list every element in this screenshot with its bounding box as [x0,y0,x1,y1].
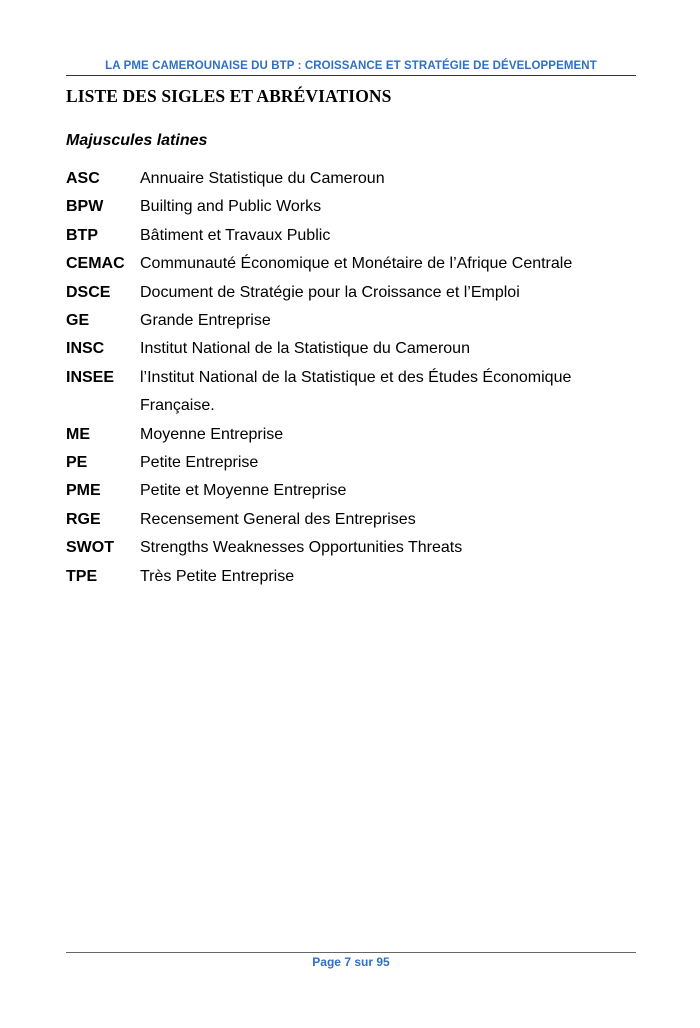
list-item [66,421,636,449]
definition: Builting and Public Works [140,198,322,216]
abbreviation: ASC [66,170,100,187]
definition: Annuaire Statistique du Cameroun [140,170,385,187]
definition: Strengths Weaknesses Opportunities Threats [140,539,463,557]
list-item [66,193,636,221]
list-item [66,506,636,534]
abbreviation: INSC [66,340,105,358]
list-item [66,364,636,421]
list-item [66,563,636,591]
abbreviation: GE [66,312,90,330]
abbreviation: ME [66,425,90,443]
definition: Institut National de la Statistique du Cameroun [140,340,470,358]
subsection-title: Majuscules latines [66,132,208,149]
definition: Moyenne Entreprise [140,425,284,443]
definition: Très Petite Entreprise [140,567,295,585]
page-number: Page 7 sur 95 [312,955,390,969]
header-rule [66,75,636,76]
abbreviation: BTP [66,226,98,244]
abbreviation: PME [66,482,101,500]
list-item [66,335,636,363]
definition: Petite et Moyenne Entreprise [140,482,347,500]
list-item [66,449,636,477]
definition: Document de Stratégie pour la Croissance et l’Emploi [140,283,520,301]
list-item [66,222,636,250]
abbreviation-list [66,165,636,591]
abbreviation: TPE [66,567,98,585]
definition: Communauté Économique et Monétaire de l’Afrique Centrale [140,255,573,273]
list-item [66,477,636,505]
definition: Petite Entreprise [140,454,259,472]
footer-rule [66,952,636,953]
list-item [66,279,636,307]
abbreviation: RGE [66,510,101,528]
list-item [66,307,636,335]
abbreviation: DSCE [66,283,111,301]
definition: Bâtiment et Travaux Public [140,226,331,244]
definition: l’Institut National de la Statistique et des Études Économique Française. [140,368,572,415]
abbreviation: SWOT [66,539,114,557]
abbreviation: PE [66,454,88,472]
list-item [66,250,636,278]
definition: Grande Entreprise [140,312,271,330]
abbreviation: BPW [66,198,104,216]
abbreviation: INSEE [66,368,115,386]
section-title: LISTE DES SIGLES ET ABRÉVIATIONS [66,86,392,106]
definition: Recensement General des Entreprises [140,510,416,528]
list-item [66,165,636,193]
abbreviation: CEMAC [66,255,125,273]
running-header: LA PME CAMEROUNAISE DU BTP : CROISSANCE ET STRATÉGIE DE DÉVELOPPEMENT [105,60,597,72]
list-item [66,534,636,562]
